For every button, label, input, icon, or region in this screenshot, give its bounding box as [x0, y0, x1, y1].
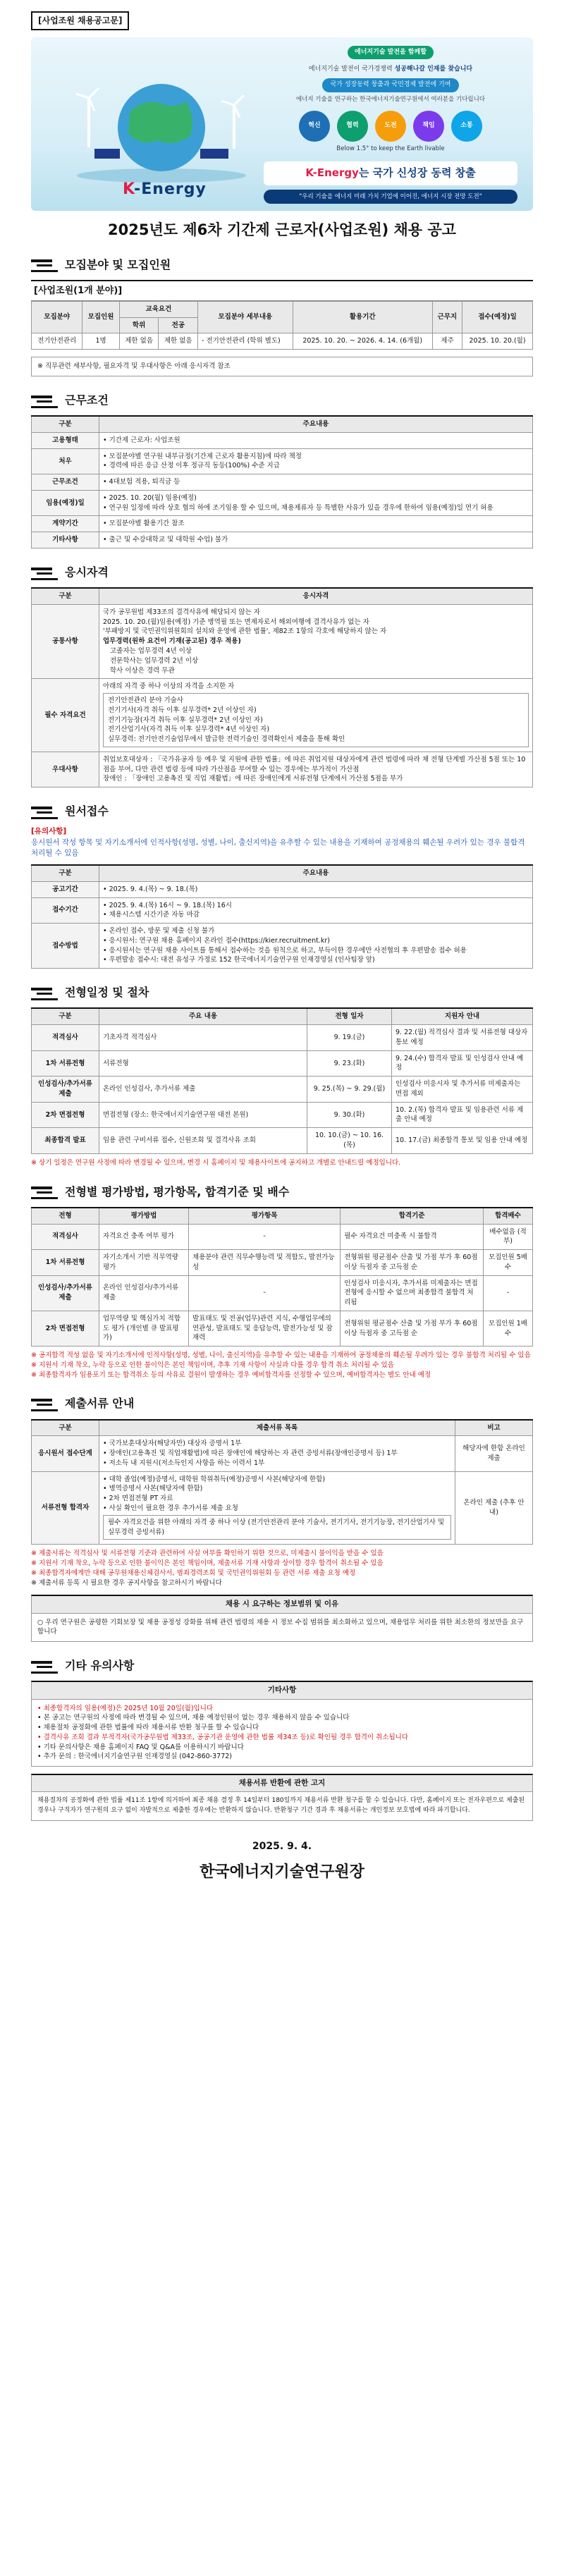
table-cell: 모집분야: [32, 301, 82, 333]
section-icon: [31, 257, 58, 272]
section-header: [31, 257, 533, 273]
table-cell: 교육요건: [119, 301, 197, 317]
table-cell: • 4대보험 적용, 퇴직금 등: [99, 474, 533, 491]
conditions-table: [31, 415, 533, 548]
table-cell: 최종합격 발표: [32, 1128, 99, 1154]
table-cell: 1명: [82, 333, 119, 350]
documents-table: [31, 1419, 533, 1545]
evaluation-notes: ※ 공지합격 적성 없음 및 자기소개서에 인적사항(성명, 성별, 나이, 출신지역)을 유추할 수 있는 내용을 기재하여 공정채용의 훼손될 우려가 있는 경우 불합격 처리될 수 있음 ※ 지원서 기재 착오, 누락 등으로 인한 불이익은 본인 책임이며, 추후 기재 사항이 사실과 다를 경우 합격 취소 처리될 수 있음 ※ 최종합격자가 임용포기 또는 합격취소 등의 사유로 결원이 발생하는 경우 예비합격자를 선정할 수 있으며, 예비합격자는 별도 안내 예정: [31, 1351, 531, 1379]
table-cell: 자격요건 충족 여부 평가: [99, 1224, 189, 1250]
table-cell: 취업보호대상자 : 「국가유공자 등 예우 및 지원에 관한 법률」에 따른 취업지원 대상자에게 관련 법령에 따라 채 전형 단계별 가산점 5점 또는 10점을 부여, 다만 관련 법령 등에 따라 가산점을 부여할 수 있는 경우에는 부가적이 가산점 장애인 : 「장애인 고용촉진 및 직업 재활법」에 따른 장애인에게 서류전형 단계에서 가산점 5점을 부가: [99, 752, 533, 787]
application-table: [31, 864, 533, 969]
section-header: [31, 1657, 533, 1674]
table-cell: 근무조건: [32, 474, 99, 491]
table-cell: 채용분야 관련 직무수행능력 및 적합도, 발전가능성: [188, 1250, 340, 1276]
notice-tag: [사업조원 채용공고문]: [31, 11, 129, 30]
table-cell: 계약기간: [32, 516, 99, 532]
info-scope-title: 채용 시 요구하는 정보범위 및 이유: [31, 1595, 533, 1613]
table-row: [32, 532, 533, 548]
table-cell: 평가항목: [188, 1208, 340, 1224]
misc-list: • 최종합격자의 임용(예정)은 2025년 10월 20일(월)입니다 • 본 공고는 연구원의 사정에 따라 변경될 수 있으며, 채용 예정인원이 없는 경우 채용하지 않을 수 있습니다 • 채용절차 공정화에 관한 법률에 따라 채용서류 반환 청구를 할 수 있습니다 • 결격사유 조회 결과 부적격자(국가공무원법 제33조, 공공기관 운영에 관한 법률 제34조 등)로 확인될 경우 합격이 취소됩니다 • 기타 문의사항은 채용 홈페이지 FAQ 및 Q&A를 이용하시기 바랍니다 • 추가 문의 : 한국에너지기술연구원 인재경영실 (042-860-3772): [31, 1700, 533, 1767]
table-row: [32, 1224, 533, 1250]
table-cell: 활용기간: [293, 301, 432, 333]
section-header: [31, 392, 533, 408]
table-row: [32, 679, 533, 752]
table-cell: 모집인원 5배수: [484, 1250, 533, 1276]
table-cell: 기초자격 적격심사: [99, 1025, 307, 1051]
table-row: [32, 752, 533, 787]
table-cell: 주요내용: [99, 865, 533, 881]
table-cell: 10. 10.(금) ~ 10. 16.(목): [307, 1128, 392, 1154]
value-circles: [264, 111, 517, 142]
return-text: 채용절차의 공정화에 관한 법률 제11조 1항에 의거하여 최종 채용 결정 후 14일부터 180일까지 채용서류 반환 청구를 할 수 있습니다. 다만, 홈페이지 또는 전자우편으로 제출된 경우나 구직자가 연구원의 요구 없이 자발적으로 제출한 경우에는 반환하지 않습니다. 반환청구 기간 경과 후 채용서류는 개인정보 보호법에 따라 파기합니다.: [31, 1792, 533, 1821]
table-cell: • 모집분야별 활용기간 참조: [99, 516, 533, 532]
table-cell: 적격심사: [32, 1224, 99, 1250]
table-cell: 자기소개서 기반 직무역량 평가: [99, 1250, 189, 1276]
table-cell: 고용형태: [32, 432, 99, 448]
table-row: [32, 1250, 533, 1276]
value-circle: 혁신: [299, 111, 330, 142]
organization-name: 한국에너지기술연구원장: [200, 1863, 364, 1881]
warning-head: [유의사항]: [31, 827, 67, 836]
table-row: [32, 604, 533, 678]
table-cell: 접수(예정)일: [462, 301, 533, 333]
table-cell: 처우: [32, 448, 99, 474]
table-cell: - 전기안전관리 (학위 별도): [198, 333, 293, 350]
hero-banner: [31, 37, 533, 211]
table-cell: 접수기간: [32, 897, 99, 924]
table-row: [32, 1311, 533, 1346]
table-row: [32, 1025, 533, 1051]
table-cell: 제주: [432, 333, 462, 350]
table-cell: 필수 자격요건 미충족 시 불합격: [341, 1224, 484, 1250]
table-cell: -: [484, 1275, 533, 1311]
table-row: [32, 897, 533, 924]
table-row: [32, 490, 533, 516]
table-cell: 9. 25.(목) ~ 9. 29.(월): [307, 1077, 392, 1103]
schedule-table: [31, 1007, 533, 1153]
section-icon: [31, 985, 58, 1000]
value-circle: 도전: [375, 111, 406, 142]
section-header: [31, 564, 533, 580]
table-row: [32, 432, 533, 448]
table-row: [32, 333, 533, 350]
table-cell: 모집인원 1배수: [484, 1311, 533, 1346]
table-cell: • 대학 졸업(예정)증명서, 대학원 학위취득(예정)증명서 사본(해당자에 한함) • 병역증명서 사본(해당자에 한함) • 2차 면접전형 PT 자료 • 사실 확인이 필요한 경우 추가서류 제출 요청 필수 자격요건을 위한 아래의 자격 중 하나 이상 (전기안전관리 분야 기술사, 전기기사, 전기기능장, 전기산업기사 및 실무경력 증빙서류): [99, 1471, 455, 1545]
hero-line1: 에너지기술 발전이 국가경쟁력 성공해나갈 인재를 찾습니다: [308, 66, 473, 73]
section-header: [31, 1184, 533, 1200]
return-title: 채용서류 반환에 관한 고지: [31, 1774, 533, 1792]
hero-logo-pill: 에너지기술 발전을 함께할: [348, 46, 434, 59]
table-cell: 2025. 10. 20. ~ 2026. 4. 14. (6개월): [293, 333, 432, 350]
table-cell: 2차 면접전형: [32, 1311, 99, 1346]
table-cell: 구분: [32, 416, 99, 432]
table-cell: 평가방법: [99, 1208, 189, 1224]
evaluation-table: [31, 1207, 533, 1347]
hero-line2: 에너지 기술을 연구하는 한국에너지기술연구원에서 여러분을 기다립니다: [295, 95, 486, 103]
table-cell: 9. 19.(금): [307, 1025, 392, 1051]
schedule-note: ※ 상기 일정은 연구원 사정에 따라 변경될 수 있으며, 변경 시 홈페이지 및 채용사이트에 공지하고 개별로 안내드릴 예정입니다.: [31, 1158, 401, 1167]
table-cell: 지원자 안내: [392, 1008, 533, 1024]
recruit-table: [31, 301, 533, 350]
table-cell: 인성검사 미응시자, 추가서류 미제출자는 면접전형에 응시할 수 없으며 최종합격 불합격 처리됨: [341, 1275, 484, 1311]
table-cell: 합격기준: [341, 1208, 484, 1224]
table-cell: • 2025. 10. 20(월) 임용(예정) • 연구원 일정에 따라 상호 협의 하에 조기임용 할 수 있으며, 채용제류자 등 특별한 사유가 있을 경우에 한하여 임용(예정)일 연기 허용: [99, 490, 533, 516]
table-cell: 구분: [32, 1008, 99, 1024]
table-cell: 모집분야 세부내용: [198, 301, 293, 333]
table-cell: 주요 내용: [99, 1008, 307, 1024]
documents-notes: ※ 제출서류는 적격심사 및 서류전형 기준과 관련하여 사실 여부를 확인하기 위한 것으로, 미제출시 불이익을 받을 수 있음 ※ 지원서 기재 착오, 누락 등으로 인한 불이익은 본인 책임이며, 제출서류 기재 사항과 상이할 경우 합격이 취소될 수 있음 ※ 최종합격자에게만 대해 공무원채용신체검사서, 범죄경력조회 및 국민권익위원회 등 관련 서류 제출 요청 예정 ※ 제출서류 등록 시 필요한 경우 공지사항을 참고하시기 바랍니다: [31, 1550, 384, 1587]
hero-slogan: K-Energy는 국가 신성장 동력 창출: [264, 161, 517, 185]
section-icon: [31, 393, 58, 408]
table-cell: 합격배수: [484, 1208, 533, 1224]
table-cell: 제한 없음: [159, 333, 198, 350]
table-cell: 온라인 인성검사/추가서류 제출: [99, 1275, 189, 1311]
section-title: 기타 유의사항: [65, 1659, 135, 1673]
info-scope-text: ○ 우리 연구원은 공평한 기회보장 및 채용 공정성 강화를 위해 관련 법령의 채용 시 정보 수집 범위를 최소화하고 있으며, 채용업무 처리를 위한 최소한의 정보만을 요구합니다: [31, 1614, 533, 1643]
table-cell: 1차 서류전형: [32, 1050, 99, 1077]
table-row: [32, 1471, 533, 1545]
table-cell: 인성검사/추가서류 제출: [32, 1077, 99, 1103]
section-icon: [31, 804, 58, 819]
section-title: 전형별 평가방법, 평가항목, 합격기준 및 배수: [65, 1184, 290, 1198]
table-row: [32, 474, 533, 491]
hero-tagline: Below 1.5° to keep the Earth livable: [336, 145, 445, 152]
table-cell: 10. 2.(목) 합격자 발표 및 임용관련 서류 제출 안내 예정: [392, 1102, 533, 1128]
page-title: 2025년도 제6차 기간제 근로자(사업조원) 채용 공고: [108, 221, 456, 239]
value-circle: 책임: [413, 111, 444, 142]
table-cell: 전기안전관리: [32, 333, 82, 350]
table-cell: 공통사항: [32, 604, 99, 678]
table-cell: • 모집분야별 연구원 내부규정(기간제 근로자 활용지침)에 따라 책정 • 경력에 따른 응급 산정 이후 정규직 동등(100%) 수준 지급: [99, 448, 533, 474]
table-cell: 구분: [32, 865, 99, 881]
table-cell: 임용(예정)일: [32, 490, 99, 516]
table-cell: 2025. 10. 20.(월): [462, 333, 533, 350]
table-cell: 2차 면접전형: [32, 1102, 99, 1128]
table-row: [32, 1128, 533, 1154]
section-title: 원서접수: [65, 804, 109, 818]
table-cell: 9. 30.(화): [307, 1102, 392, 1128]
table-cell: 해당자에 한함 온라인 제출: [455, 1436, 533, 1471]
table-cell: 전형위원 평균점수 산출 및 가점 부가 후 60점 이상 득점자 중 고득점 순: [341, 1250, 484, 1276]
section-title: 모집분야 및 모집인원: [65, 257, 171, 271]
misc-title: 기타사항: [31, 1681, 533, 1699]
table-cell: 10. 17.(금) 최종합격 통보 및 임용 안내 예정: [392, 1128, 533, 1154]
table-cell: 필수 자격요건: [32, 679, 99, 752]
value-circle: 소통: [451, 111, 482, 142]
table-cell: 9. 24.(수) 합격자 발표 및 인성검사 안내 예정: [392, 1050, 533, 1077]
table-row: [32, 924, 533, 969]
qualification-table: [31, 587, 533, 787]
globe-illustration: [73, 70, 250, 183]
table-cell: • 국가보훈대상자(해당자만) 대상자 증명서 1부 • 장애인(고용촉진 및 직업재활법)에 따른 장애인에 해당하는 자 관련 증빙서류(장애인증명서 등) 1부 • 저소득 내 지원시(저소득인지 사항을 하는 이력서 1부: [99, 1436, 455, 1471]
section-icon: [31, 565, 58, 580]
table-cell: 전공: [159, 317, 198, 333]
subsection-title: [사업조원(1개 분야)]: [31, 280, 533, 301]
table-cell: -: [188, 1275, 340, 1311]
table-cell: • 기간제 근로자: 사업조원: [99, 432, 533, 448]
table-cell: -: [188, 1224, 340, 1250]
k-energy-logo: K-Energy: [123, 180, 207, 199]
table-cell: 제출서류 목록: [99, 1420, 455, 1436]
table-row: [32, 516, 533, 532]
table-cell: 인성검사/추가서류 제출: [32, 1275, 99, 1311]
table-cell: 업무역량 및 핵심가치 적합도 평가 (개인별 큐 발표평가): [99, 1311, 189, 1346]
section-header: [31, 803, 533, 819]
table-cell: 공고기간: [32, 881, 99, 897]
table-cell: 응시원서 접수단계: [32, 1436, 99, 1471]
table-row: [32, 448, 533, 474]
section-title: 근무조건: [65, 393, 109, 407]
table-cell: • 출근 및 수강대학교 및 대학원 수업) 불가: [99, 532, 533, 548]
table-cell: 배수없음 (적부): [484, 1224, 533, 1250]
table-cell: • 온라인 접수, 방문 및 제출 신청 불가 • 응시원서: 연구원 채용 홈페이지 온라인 접수(https://kier.recruitment.kr) • 응시원서는 연구원 채용 사이트를 통해서 접수하는 것을 원칙으로 하고, 부득이한 경우에만 사전협의 후 우편발송 접수 허용 • 우편발송 접수시: 대전 유성구 가정로 152 한국에너지기술연구원 인재경영실 (인사팀장 앞): [99, 924, 533, 969]
table-row: [32, 1436, 533, 1471]
table-cell: 아래의 자격 중 하나 이상의 자격을 소지한 자 전기안전관리 분야 기술사 전기기사(자격 취득 이후 실무경력* 2년 이상인 자) 전기기능장(자격 취득 이후 실무경력* 2년 이상인 자) 전기산업기사(자격 취득 이후 실무경력* 4년 이상인 자) 실무경력: 전기안전기술업무에서 발급한 전력기술인 경력확인서 제출을 통해 확인: [99, 679, 533, 752]
table-cell: 적격심사: [32, 1025, 99, 1051]
table-cell: 발표태도 및 전공(업무)관련 지식, 수행업무에의 연관성, 발표태도 및 응답능력, 발전가능성 및 잠재력: [188, 1311, 340, 1346]
section-title: 제출서류 안내: [65, 1397, 135, 1411]
table-row: [32, 881, 533, 897]
section-header: [31, 1395, 533, 1411]
section-icon: [31, 1396, 58, 1411]
note: ※ 직무관련 세부사항, 필요자격 및 우대사항은 아래 응시자격 참조: [31, 357, 533, 376]
table-cell: 전형위원 평균점수 산출 및 가점 부가 후 60점 이상 득점자 중 고득점 순: [341, 1311, 484, 1346]
warning-text: 응시원서 작성 항목 및 자기소개서에 인적사항(성명, 성별, 나이, 출신지역)을 유추할 수 있는 내용을 기재하여 공정채용의 훼손될 우려가 있는 경우 불합격 처리될 수 있음: [31, 838, 525, 857]
table-cell: • 2025. 9. 4.(목) 16시 ~ 9. 18.(목) 16시 • 채용시스템 시간기준 자동 마감: [99, 897, 533, 924]
hero-pill: 국가 성장동력 창출과 국민경제 발전에 기여: [322, 78, 460, 92]
table-cell: 접수방법: [32, 924, 99, 969]
table-cell: 인성검사 미응시자 및 추가서류 미제출자는 면접 제외: [392, 1077, 533, 1103]
table-cell: 서류전형: [99, 1050, 307, 1077]
table-row: [32, 1275, 533, 1311]
table-cell: 주요내용: [99, 416, 533, 432]
section-header: [31, 984, 533, 1000]
section-title: 응시자격: [65, 565, 109, 579]
notice-date: 2025. 9. 4.: [252, 1841, 312, 1853]
table-cell: 전형: [32, 1208, 99, 1224]
table-cell: 비고: [455, 1420, 533, 1436]
table-cell: 응시자격: [99, 588, 533, 604]
table-cell: 제한 없음: [119, 333, 159, 350]
hero-quote: "우리 기술을 에너지 미래 가치 기업에 이어진, 에너지 시장 전망 도전": [264, 190, 517, 204]
table-cell: 1차 서류전형: [32, 1250, 99, 1276]
table-cell: 근무지: [432, 301, 462, 333]
table-cell: 구분: [32, 1420, 99, 1436]
table-cell: • 2025. 9. 4.(목) ~ 9. 18.(목): [99, 881, 533, 897]
table-row: [32, 1102, 533, 1128]
table-cell: 기타사항: [32, 532, 99, 548]
table-cell: 온라인 인성검사, 추가서류 제출: [99, 1077, 307, 1103]
table-row: [32, 1077, 533, 1103]
value-circle: 협력: [337, 111, 368, 142]
table-cell: 온라인 제출 (추후 안내): [455, 1471, 533, 1545]
table-cell: 면접전형 (장소: 한국에너지기술연구원 대전 본원): [99, 1102, 307, 1128]
table-cell: 모집인원: [82, 301, 119, 333]
section-icon: [31, 1184, 58, 1199]
table-cell: 우대사항: [32, 752, 99, 787]
section-title: 전형일정 및 절차: [65, 986, 149, 1000]
table-cell: 학위: [119, 317, 159, 333]
table-cell: 9. 22.(월) 적격심사 결과 및 서류전형 대상자 통보 예정: [392, 1025, 533, 1051]
table-cell: 국가 공무원법 제33조의 결격사유에 해당되지 않는 자 2025. 10. 20.(월)임용(예정) 기준 병역필 또는 면제자로서 해외여행에 결격사유가 없는 자 '부패방지 및 국민권익위원회의 설치와 운영에 관한 법률', 제82조 1항의 각호에 해당하지 않는 자 업무경력(원하 요건이 기재(공고된) 경우 적용) 고졸자는 업무경력 4년 이상 전문학사는 업무경력 2년 이상 학사 이상은 경력 무관: [99, 604, 533, 678]
table-row: [32, 1050, 533, 1077]
table-cell: 임용 관련 구비서류 접수, 신원조회 및 결격사유 조회: [99, 1128, 307, 1154]
table-cell: 구분: [32, 588, 99, 604]
table-cell: 서류전형 합격자: [32, 1471, 99, 1545]
section-icon: [31, 1658, 58, 1674]
table-cell: 9. 23.(화): [307, 1050, 392, 1077]
table-cell: 전형 일자: [307, 1008, 392, 1024]
